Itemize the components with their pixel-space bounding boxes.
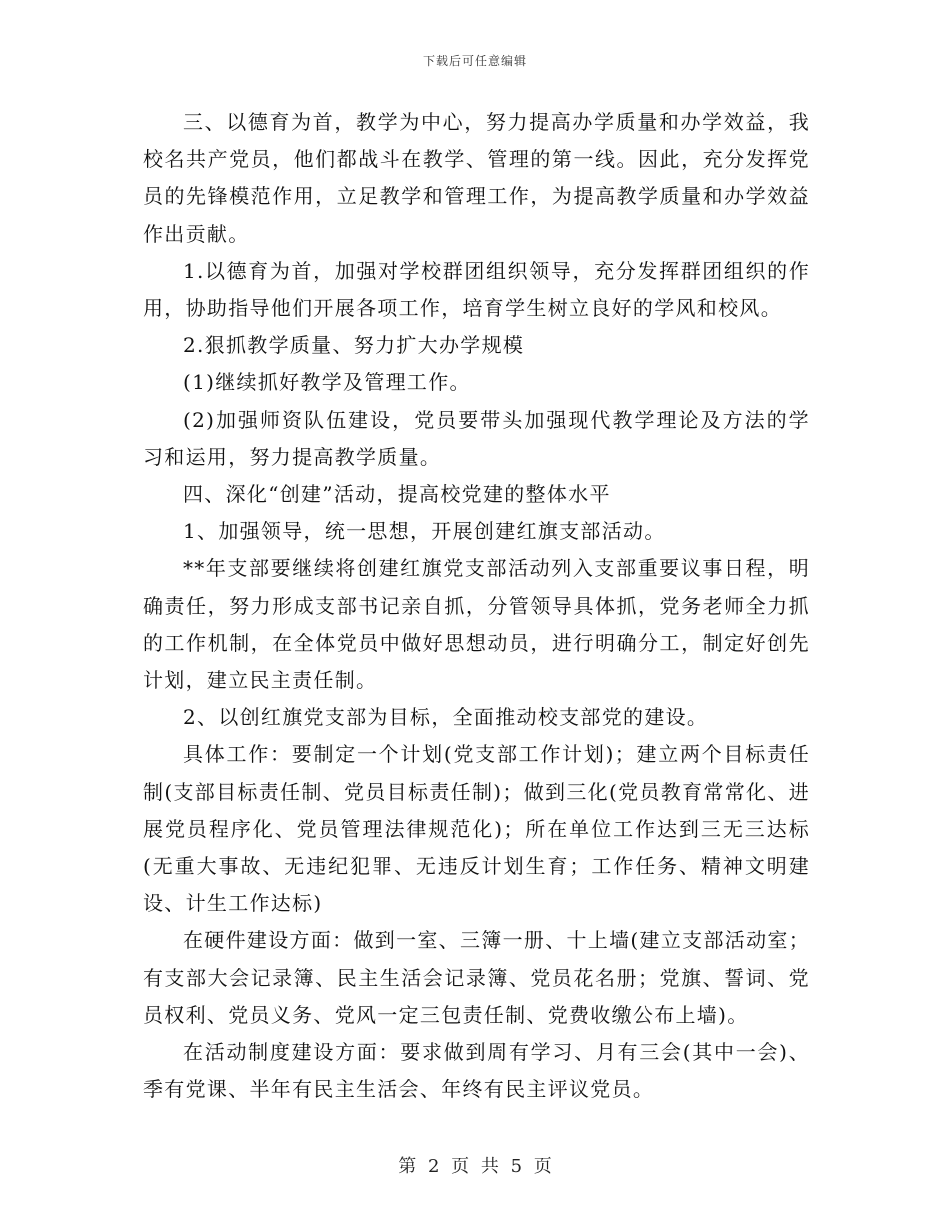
- paragraph-subitem-1: (1)继续抓好教学及管理工作。: [183, 370, 471, 395]
- paragraph-section-3-intro: 三、以德育为首，教学为中心，努力提高办学质量和办学效益，我校名共产党员，他们都战斗在教学、管理的第一线。因此，充分发挥党员的先锋模范作用，立足教学和管理工作，为提高教学质量和办学效益作出贡献。: [143, 110, 810, 246]
- paragraph-hardware-construction: 在硬件建设方面：做到一室、三簿一册、十上墙(建立支部活动室；有支部大会记录簿、民主生活会记录簿、党员花名册；党旗、誓词、党员权利、党员义务、党风一定三包责任制、党费收缴公布上墙)。: [143, 928, 810, 1027]
- paragraph-item-2-teaching-quality: 2.狠抓教学质量、努力扩大办学规模: [183, 333, 525, 358]
- page-header: 下载后可任意编辑: [422, 54, 527, 68]
- document-body: [143, 104, 810, 1108]
- paragraph-item-1-moral-education: 1.以德育为首，加强对学校群团组织领导，充分发挥群团组织的作用，协助指导他们开展各项工作，培育学生树立良好的学风和校风。: [143, 258, 810, 321]
- page-number-footer: 第 2 页 共 5 页: [398, 1156, 552, 1177]
- paragraph-activity-system: 在活动制度建设方面：要求做到周有学习、月有三会(其中一会)、季有党课、半年有民主生活会、年终有民主评议党员。: [143, 1040, 810, 1102]
- paragraph-section-4-heading: 四、深化“创建”活动，提高校党建的整体水平: [183, 482, 611, 507]
- paragraph-branch-responsibility: **年支部要继续将创建红旗党支部活动列入支部重要议事日程，明确责任，努力形成支部书记亲自抓，分管领导具体抓，党务老师全力抓的工作机制，在全体党员中做好思想动员，进行明确分工，制定好创先计划，建立民主责任制。: [143, 556, 810, 693]
- paragraph-item-2-red-flag-goal: 2、以创红旗党支部为目标，全面推动校支部党的建设。: [183, 705, 709, 730]
- paragraph-specific-work: 具体工作：要制定一个计划(党支部工作计划)；建立两个目标责任制(支部目标责任制、党员目标责任制)；做到三化(党员教育常常化、进展党员程序化、党员管理法律规范化)；所在单位工作达到三无三达标(无重大事故、无违纪犯罪、无违反计划生育；工作任务、精神文明建设、计生工作达标): [143, 742, 810, 916]
- paragraph-item-1-leadership: 1、加强领导，统一思想，开展创建红旗支部活动。: [183, 519, 666, 544]
- paragraph-subitem-2: (2)加强师资队伍建设，党员要带头加强现代教学理论及方法的学习和运用，努力提高教学质量。: [143, 407, 810, 469]
